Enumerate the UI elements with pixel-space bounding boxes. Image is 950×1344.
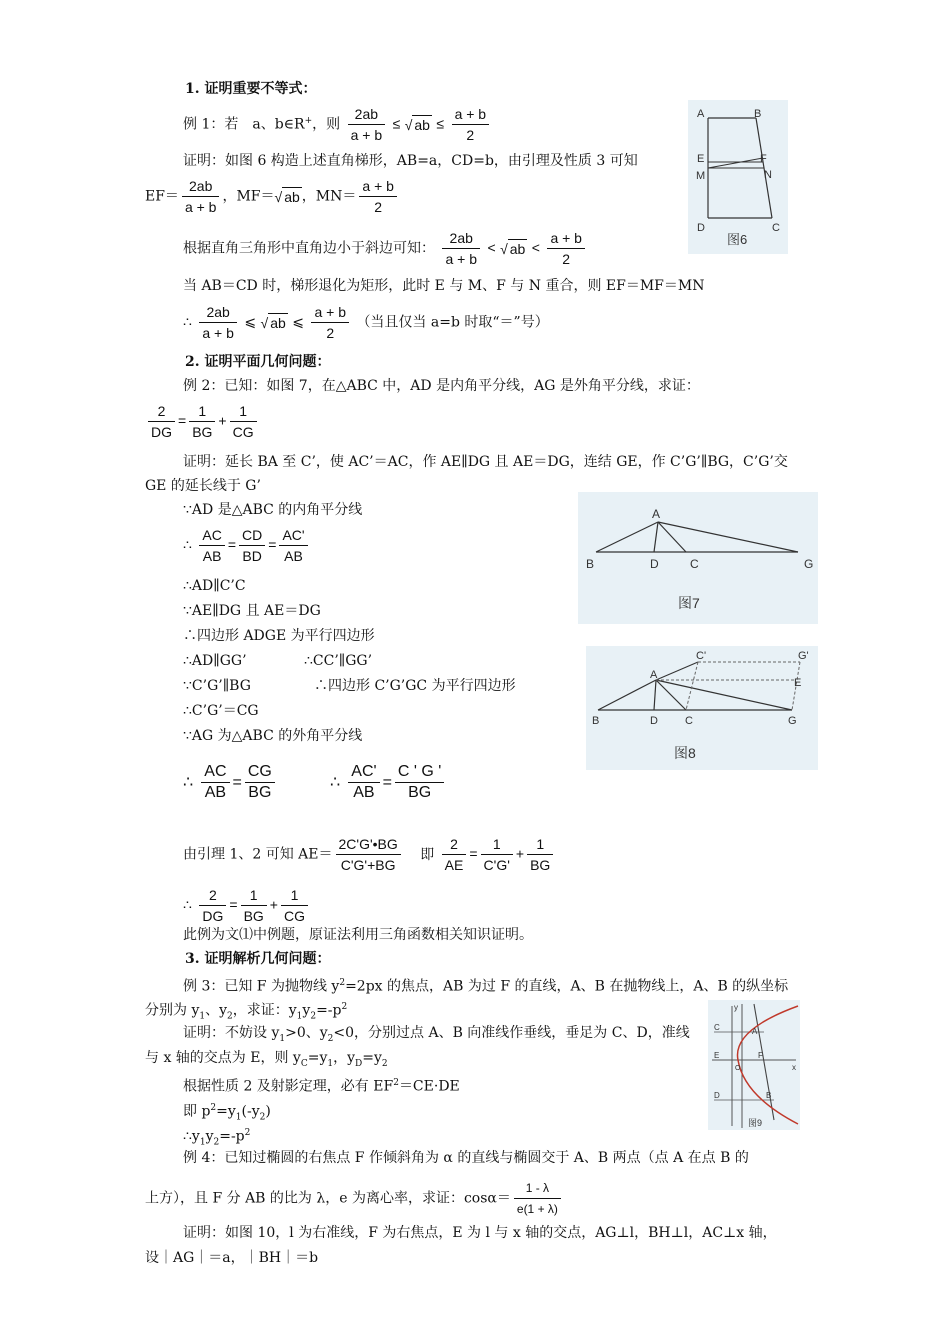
fig8-label-d: D [650,715,658,727]
example-4: 例 4：已知过椭圆的右焦点 F 作倾斜角为 α 的直线与椭圆交于 A、B 两点（点 A 在点 B 的 [183,1150,749,1166]
figure-7-diagram [578,492,818,624]
fig9-label-o: O [735,1065,741,1072]
example-2-formula: $\frac{2}{DG}$ = $\frac{1}{BG}$ + $\frac{1}{CG}$ [145,401,260,442]
proof-2-ratios-3: ∴ $\frac{AC'}{AB}$ = $\frac{C ' G '}{BG}$ [330,762,447,803]
fig7-label-d: D [650,557,659,571]
fig9-label-x: x [792,1063,796,1072]
proof-2-ratios-2: ∴ $\frac{AC}{AB}$ = $\frac{CG}{BG}$ [183,762,278,803]
fig6-label-b: B [754,108,762,120]
fig9-caption: 图9 [748,1118,763,1128]
proof-2-l1: ∵AD 是△ABC 的内角平分线 [183,502,363,518]
fig9-label-e: E [714,1051,720,1060]
fig6-label-d: D [697,222,705,234]
fig8-caption: 图8 [674,745,696,761]
figure-6-diagram [688,100,788,254]
right-triangle-line: 根据直角三角形中直角边小于斜边可知： $\frac{2ab}{a + b}$ < √ ab < $\frac{a + b}{2}$ [183,228,588,269]
figure-6 [688,100,788,254]
proof-4-l1: 证明：如图 10，l 为右准线，F 为右焦点，E 为 l 与 x 轴的交点，AG⊥l，BH⊥l，AC⊥x 轴， [183,1225,777,1241]
frac-mn: $\frac{a + b}{2}$ [359,176,397,217]
sqrt-mf: √ ab [274,189,300,205]
proof-2-ratio: ∴ $\frac{AC}{AB}$ = $\frac{CD}{BD}$ = $\frac{AC'}{AB}$ [183,525,311,566]
proof-2-note: 此例为文⑴中例题，原证法利用三角函数相关知识证明。 [183,927,533,943]
example-3: 例 3：已知 F 为抛物线 $y^2=2px$ 的焦点，AB 为过 F 的直线，A、B 在抛物线上，A、B 的纵坐标 [183,978,789,995]
example-3-cont: 分别为 $y_1$、$y_2$，求证：$y_1y_2=-p^2$ [145,1002,348,1022]
proof-3-l5: $\therefore y_1y_2=-p^2$ [183,1128,251,1148]
sqrt-ab: √ ab [404,117,430,133]
fig9-label-a: A [752,1027,758,1036]
proof-2-line-b: GE 的延长线于 G’ [145,478,261,494]
fig7-caption: 图7 [678,595,700,611]
proof-3-l2: 与 x 轴的交点为 E，则 $y_C=y_1$，$y_D=y_2$ [145,1050,388,1069]
proof-2-l3: ∴AD∥C’C [183,578,246,594]
figure-9-diagram [708,1000,800,1130]
fig6-caption: 图6 [727,232,748,247]
fig7-label-g: G [804,557,814,571]
proof-3-l1: 证明：不妨设 $y_1>0$、$y_2<0$，分别过点 A、B 向准线作垂线，垂足为 C、D，准线 [183,1025,690,1044]
fig9-label-c: C [714,1023,720,1032]
section-3-heading: 3. 证明解析几何问题： [185,951,331,967]
conclusion-1: ∴ $\frac{2ab}{a + b}$ ⩽ √ ab ⩽ $\frac{a + b}{2}$ （当且仅当 a=b 时取“＝”号） [183,304,549,341]
fig8-label-cp: C' [696,650,707,662]
proof-2-l9: ∵AG 为△ABC 的外角平分线 [183,728,363,744]
fig9-label-f: F [758,1051,763,1060]
figure-8-diagram [586,646,818,770]
proof-2-l7a: ∵C’G’∥BG [183,678,251,694]
proof-2-line-a: 证明：延长 BA 至 C’，使 AC’＝AC，作 AE∥DG 且 AE＝DG，连结 GE，作 C’G’∥BG，C’G’交 [183,454,788,470]
fig6-label-m: M [696,170,706,182]
fig8-label-a: A [650,669,658,681]
frac-2ab-over-a-plus-b: $\frac{2ab}{a + b}$ [348,104,386,145]
fig7-label-c: C [690,557,699,571]
fig6-label-f: F [760,153,767,165]
fig7-label-b: B [586,557,595,571]
fig7-label-a: A [652,507,661,521]
figure-8 [586,646,818,770]
frac-cos-alpha: $\frac{1 - \lambda}{e(1 + \lambda)}$ [514,1178,561,1219]
fig8-label-gp: G' [798,650,809,662]
frac-a-plus-b-over-2: $\frac{a + b}{2}$ [452,104,490,145]
proof-2-l6b: ∴CC’∥GG’ [304,653,373,669]
example-4-cont: 上方），且 F 分 AB 的比为 λ，e 为离心率，求证：cosα＝ $\frac{1 - \lambda}{e(1 + \lambda)}$ [145,1178,564,1219]
fig9-label-y: y [734,1003,738,1012]
fig9-label-b: B [766,1091,772,1100]
fig6-label-e: E [697,153,705,165]
proof-2-l8: ∴C’G’＝CG [183,703,259,719]
proof-2-l7b: ∴四边形 C’G’GC 为平行四边形 [314,678,516,694]
example-1: 例 1：若 a、b∈R+，则 $\frac{2ab}{a + b}$ ≤ √ ab ≤ $\frac{a + b}{2}$ [183,104,492,145]
proof-2-l5: ∴四边形 ADGE 为平行四边形 [183,628,375,644]
figure-7 [578,492,818,624]
proof-1-values: EF＝ $\frac{2ab}{a + b}$ ，MF＝√ ab ，MN＝ $\frac{a + b}{2}$ [145,176,400,217]
proof-3-l3: 根据性质 2 及射影定理，必有 $EF^2=CE\cdot DE$ [183,1078,460,1095]
proof-2-l4: ∵AE∥DG 且 AE＝DG [183,603,321,619]
fig6-label-a: A [697,108,705,120]
fig8-label-c: C [685,715,693,727]
section-1-heading: 1. 证明重要不等式： [185,81,317,97]
proof-2-lemma: 由引理 1、2 可知 AE＝ $\frac{2C'G'•BG}{C'G'+BG}$ 即 $\frac{2}{AE}$ = $\frac{1}{C'G'}$ + $\frac{1}{BG}$ [183,834,556,875]
proof-4-l2: 设｜AG｜＝a，｜BH｜＝b [145,1250,319,1266]
fig6-label-c: C [772,222,780,234]
fig8-label-e: E [794,677,802,689]
section-2-heading: 2. 证明平面几何问题： [185,354,331,370]
example-2: 例 2：已知：如图 7，在△ABC 中，AD 是内角平分线，AG 是外角平分线，求证： [183,378,700,394]
degenerate-line: 当 AB＝CD 时，梯形退化为矩形，此时 E 与 M、F 与 N 重合，则 EF＝MF＝MN [183,278,705,294]
proof-2-conclusion: ∴ $\frac{2}{DG}$ = $\frac{1}{BG}$ + $\frac{1}{CG}$ [183,885,311,926]
proof-1-intro: 证明：如图 6 构造上述直角梯形，AB=a，CD=b，由引理及性质 3 可知 [183,153,638,169]
figure-9 [708,1000,800,1130]
fig9-label-d: D [714,1091,720,1100]
proof-3-l4: 即 $p^2=y_1(-y_2)$ [183,1103,271,1123]
frac-ef: $\frac{2ab}{a + b}$ [182,176,220,217]
proof-2-l6a: ∴AD∥GG’ [183,653,247,669]
fig6-label-n: N [764,169,772,181]
fig8-label-g: G [788,715,797,727]
fig8-label-b: B [592,715,600,727]
